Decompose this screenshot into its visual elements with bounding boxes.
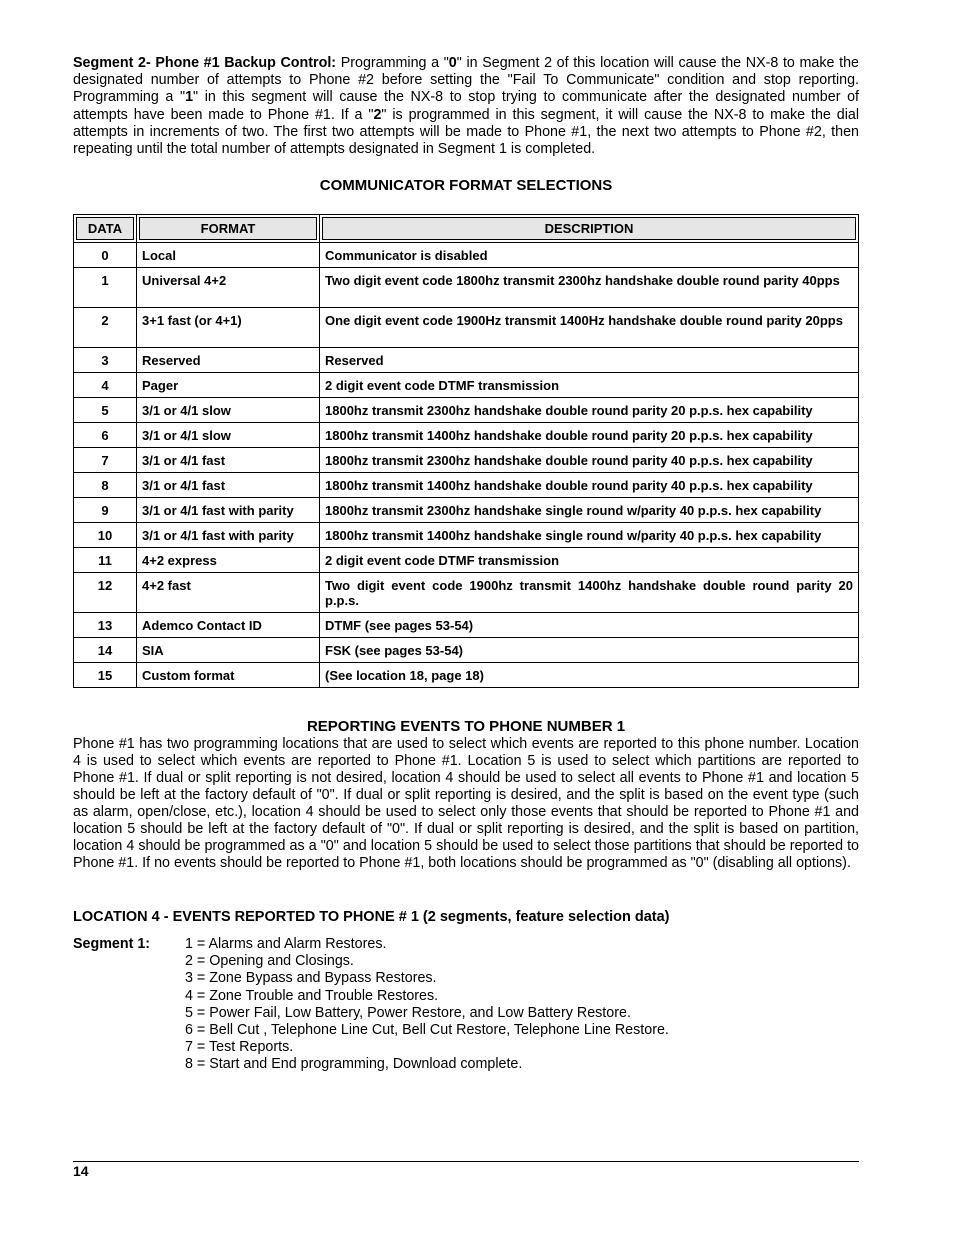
segment2-paragraph (73, 55, 859, 158)
table-row (74, 663, 859, 688)
description-cell: 1800hz transmit 2300hz handshake single round w/parity 40 p.p.s. hex capability (320, 498, 859, 523)
format-cell: 3/1 or 4/1 fast (137, 473, 320, 498)
page-number: 14 (73, 1163, 89, 1179)
segment1-list (185, 936, 669, 1074)
communicator-format-table (73, 214, 859, 688)
list-item: 2 = Opening and Closings. (185, 953, 354, 970)
description-cell: FSK (see pages 53-54) (320, 638, 859, 663)
table-row (74, 498, 859, 523)
table-row (74, 243, 859, 268)
format-cell: Pager (137, 373, 320, 398)
format-cell: Local (137, 243, 320, 268)
table-row (74, 448, 859, 473)
format-cell: 4+2 fast (137, 573, 320, 613)
list-item: 6 = Bell Cut , Telephone Line Cut, Bell Cut Restore, Telephone Line Restore. (185, 1022, 669, 1039)
data-cell: 4 (74, 373, 137, 398)
format-cell: SIA (137, 638, 320, 663)
table-row (74, 473, 859, 498)
table-row (74, 548, 859, 573)
table-row (74, 573, 859, 613)
description-cell: 2 digit event code DTMF transmission (320, 548, 859, 573)
segment2-value-1: 1 (185, 89, 194, 106)
format-cell: 3/1 or 4/1 fast with parity (137, 498, 320, 523)
format-cell: 3/1 or 4/1 fast with parity (137, 523, 320, 548)
segment2-text-3: " in this segment will cause the NX-8 to stop trying to communicate after the designated number of attempts have been made to Phone #1. If a " (73, 89, 859, 123)
data-cell: 15 (74, 663, 137, 688)
format-cell: Universal 4+2 (137, 268, 320, 308)
list-item: 4 = Zone Trouble and Trouble Restores. (185, 987, 439, 1004)
description-cell: 1800hz transmit 1400hz handshake double round parity 40 p.p.s. hex capability (320, 473, 859, 498)
segment1-label: Segment 1: (73, 936, 151, 952)
data-cell: 14 (74, 638, 137, 663)
description-cell: 1800hz transmit 2300hz handshake double round parity 40 p.p.s. hex capability (320, 448, 859, 473)
table-row (74, 638, 859, 663)
segment2-text-1: Programming a " (336, 55, 449, 71)
description-cell: DTMF (see pages 53-54) (320, 613, 859, 638)
segment2-label: Segment 2- Phone #1 Backup Control: (73, 55, 337, 71)
table-row (74, 348, 859, 373)
table-row (74, 268, 859, 308)
data-cell: 1 (74, 268, 137, 308)
description-cell: Two digit event code 1900hz transmit 1400hz handshake double round parity 20 p.p.s. (320, 573, 859, 613)
table-row (74, 423, 859, 448)
table-row (74, 308, 859, 348)
format-cell: 3/1 or 4/1 fast (137, 448, 320, 473)
data-cell: 6 (74, 423, 137, 448)
description-cell: Reserved (320, 348, 859, 373)
description-cell: 1800hz transmit 1400hz handshake double round parity 20 p.p.s. hex capability (320, 423, 859, 448)
table-row (74, 613, 859, 638)
table-header-row (74, 215, 859, 243)
table-row (74, 523, 859, 548)
description-cell: 1800hz transmit 1400hz handshake single round w/parity 40 p.p.s. hex capability (320, 523, 859, 548)
data-cell: 11 (74, 548, 137, 573)
list-item: 1 = Alarms and Alarm Restores. (185, 936, 387, 952)
description-cell: One digit event code 1900Hz transmit 1400Hz handshake double round parity 20pps (320, 308, 859, 348)
data-cell: 3 (74, 348, 137, 373)
header-format: FORMAT (137, 215, 320, 243)
header-data: DATA (74, 215, 137, 243)
description-cell: Communicator is disabled (320, 243, 859, 268)
segment2-value-0: 0 (448, 55, 457, 71)
communicator-format-title: COMMUNICATOR FORMAT SELECTIONS (319, 177, 613, 194)
data-cell: 9 (74, 498, 137, 523)
description-cell: 1800hz transmit 2300hz handshake double round parity 20 p.p.s. hex capability (320, 398, 859, 423)
reporting-events-title: REPORTING EVENTS TO PHONE NUMBER 1 (306, 718, 626, 735)
segment2-text-2: " in Segment 2 of this location will cause the NX-8 to make the designated number of attempts to Phone #2 before setting the "Fail To Communicate" condition and stop reporting. Programming a " (73, 55, 859, 106)
list-item: 7 = Test Reports. (185, 1039, 294, 1056)
data-cell: 7 (74, 448, 137, 473)
data-cell: 8 (74, 473, 137, 498)
data-cell: 12 (74, 573, 137, 613)
format-cell: 3/1 or 4/1 slow (137, 398, 320, 423)
list-item: 8 = Start and End programming, Download complete. (185, 1056, 523, 1073)
list-item: 3 = Zone Bypass and Bypass Restores. (185, 970, 437, 987)
header-description: DESCRIPTION (320, 215, 859, 243)
segment2-text-4: " is programmed in this segment, it will cause the NX-8 to make the dial attempts in increments of two. The first two attempts will be made to Phone #1, the next two attempts to Phone #2, then repeating until the total number of attempts designated in Segment 1 is completed. (73, 106, 859, 158)
list-item: 5 = Power Fail, Low Battery, Power Restore, and Low Battery Restore. (185, 1004, 631, 1021)
reporting-events-paragraph: Phone #1 has two programming locations that are used to select which events are reported to this phone number. Location 4 is used to select which events are reported to Phone #1. Location 5 is used to select which partitions are reported to Phone #1. If dual or split reporting is not desired, location 4 should be used to select all events to Phone #1 and location 5 should be left at the factory default of "0". If dual or split reporting is desired, and the split is based on the event type (such as alarm, open/close, etc.), location 4 should be used to select only those events that should be reported to Phone #1 and location 5 should be left at the factory default of "0". If dual or split reporting is desired, and the split is based on partition, location 4 should be programmed as a "0" and location 5 should be used to select those partitions that should be reported to Phone #1. If no events should be reported to Phone #1, both locations should be programmed as "0" (disabling all options). (73, 736, 859, 871)
format-cell: 3/1 or 4/1 slow (137, 423, 320, 448)
data-cell: 13 (74, 613, 137, 638)
format-cell: Custom format (137, 663, 320, 688)
location4-title: LOCATION 4 - EVENTS REPORTED TO PHONE # 1 (2 segments, feature selection data) (73, 909, 670, 925)
description-cell: 2 digit event code DTMF transmission (320, 373, 859, 398)
table-row (74, 398, 859, 423)
format-cell: 3+1 fast (or 4+1) (137, 308, 320, 348)
footer-divider (73, 1161, 859, 1162)
format-cell: 4+2 express (137, 548, 320, 573)
format-cell: Reserved (137, 348, 320, 373)
format-cell: Ademco Contact ID (137, 613, 320, 638)
description-cell: Two digit event code 1800hz transmit 2300hz handshake double round parity 40pps (320, 268, 859, 308)
data-cell: 5 (74, 398, 137, 423)
description-cell: (See location 18, page 18) (320, 663, 859, 688)
data-cell: 10 (74, 523, 137, 548)
data-cell: 2 (74, 308, 137, 348)
table-row (74, 373, 859, 398)
data-cell: 0 (74, 243, 137, 268)
segment2-value-2: 2 (373, 106, 382, 123)
